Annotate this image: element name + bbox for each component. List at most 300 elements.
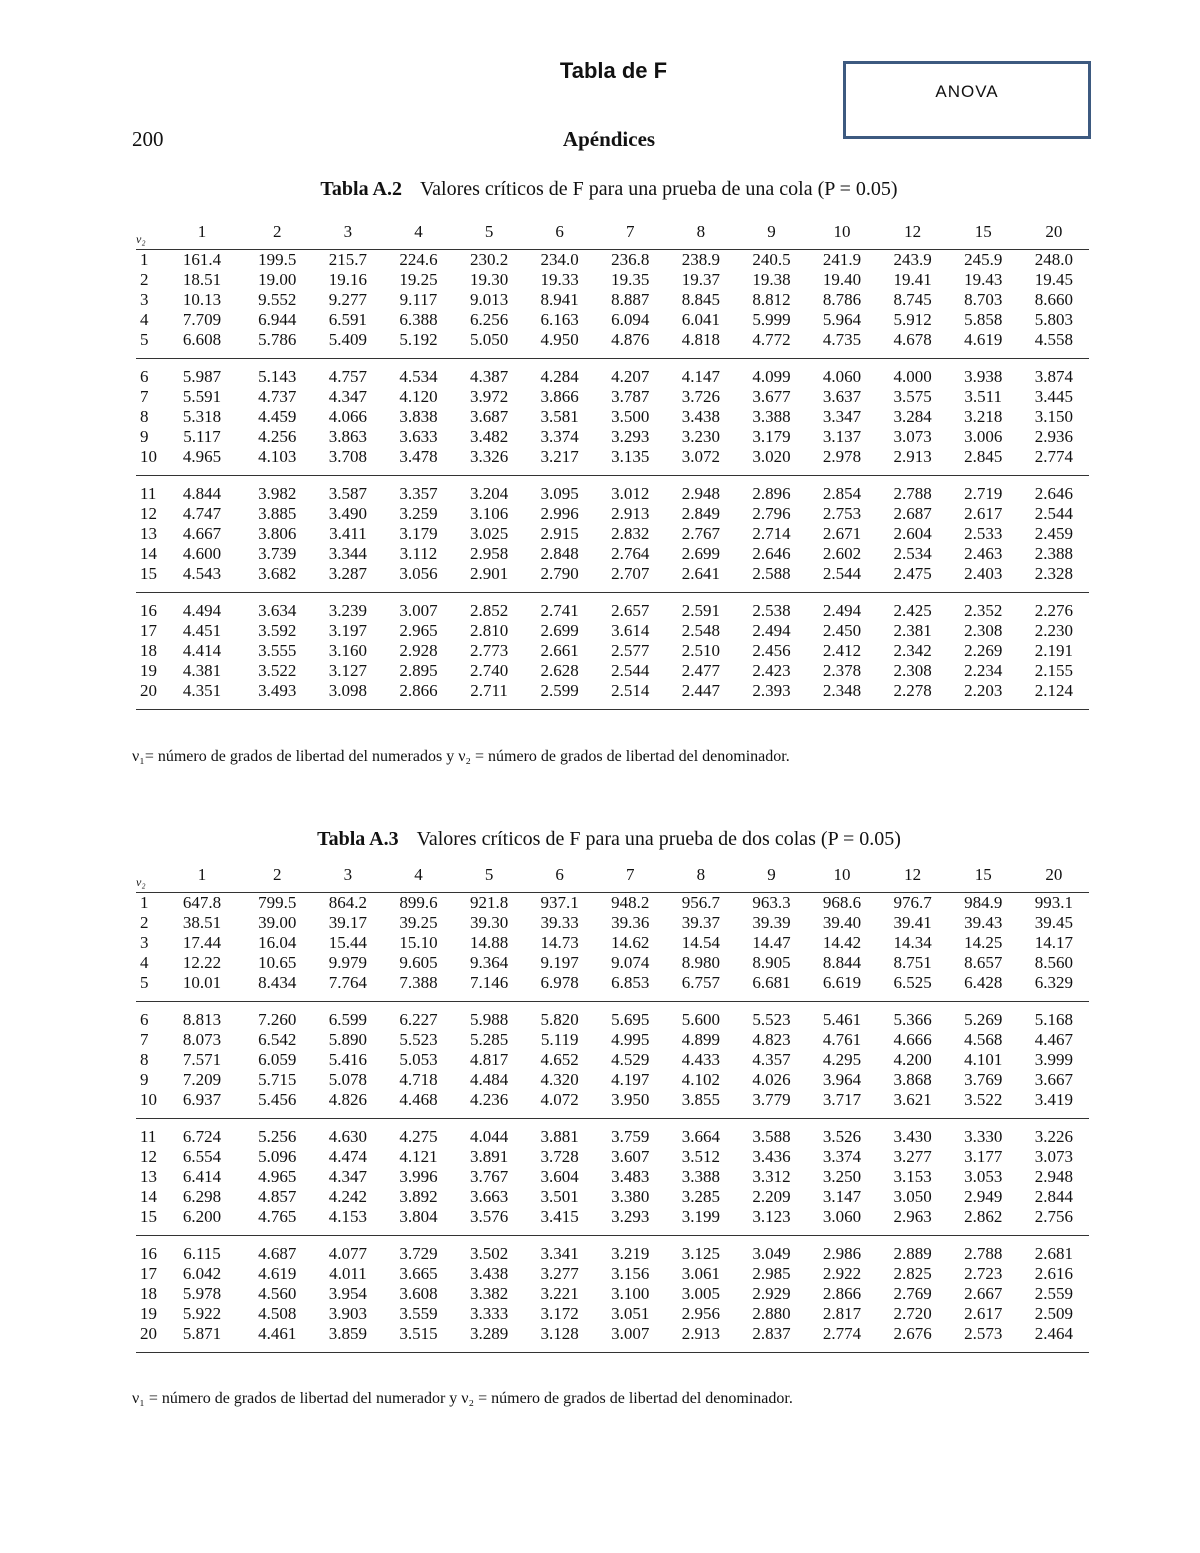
row-df-label: 11	[136, 476, 162, 505]
f-value-cell: 4.687	[242, 1236, 313, 1265]
f-value-cell: 3.438	[681, 407, 720, 426]
f-value-cell: 248.0	[1034, 250, 1073, 269]
f-value-cell: 4.121	[399, 1147, 438, 1166]
f-value-cell: 39.45	[1034, 913, 1073, 932]
row-df-label: 16	[136, 1236, 162, 1265]
f-value-cell: 4.060	[807, 359, 878, 388]
f-value-cell: 3.490	[328, 504, 368, 523]
f-value-cell: 3.374	[540, 427, 579, 446]
f-value-cell: 39.40	[822, 913, 862, 932]
f-value-cell: 3.053	[964, 1167, 1003, 1186]
f-value-cell: 984.9	[964, 893, 1003, 912]
f-value-cell: 2.769	[893, 1284, 932, 1303]
row-df-label: 12	[140, 504, 157, 523]
f-value-cell: 3.049	[736, 1236, 807, 1265]
row-df-label: 2	[140, 913, 149, 932]
table-row	[136, 1030, 1089, 1050]
f-value-cell: 3.012	[595, 476, 666, 505]
f-value-cell: 8.786	[822, 290, 862, 309]
f-value-cell: 2.464	[1019, 1324, 1090, 1353]
f-value-cell: 6.059	[258, 1050, 297, 1069]
f-value-cell: 2.788	[877, 476, 948, 505]
f-value-cell: 17.44	[182, 933, 222, 952]
f-value-cell: 3.592	[258, 621, 297, 640]
f-value-cell: 2.538	[736, 593, 807, 622]
f-value-cell: 3.347	[822, 407, 862, 426]
f-value-cell: 2.577	[611, 641, 650, 660]
f-value-cell: 2.657	[595, 593, 666, 622]
f-value-cell: 2.155	[1034, 661, 1073, 680]
f-value-cell: 2.278	[877, 681, 948, 710]
f-value-cell: 3.892	[399, 1187, 438, 1206]
f-value-cell: 18.51	[182, 270, 222, 289]
f-value-cell: 9.979	[328, 953, 368, 972]
f-value-cell: 2.617	[964, 504, 1003, 523]
f-value-cell: 2.866	[822, 1284, 862, 1303]
f-value-cell: 6.388	[399, 310, 438, 329]
f-value-cell: 2.720	[893, 1304, 932, 1323]
row-df-label: 4	[140, 953, 149, 972]
page-number: 200	[132, 127, 164, 151]
f-value-cell: 3.634	[242, 593, 313, 622]
f-value-cell: 5.256	[242, 1119, 313, 1148]
f-value-cell: 3.859	[313, 1324, 384, 1353]
f-value-cell: 6.724	[162, 1119, 242, 1148]
f-value-cell: 4.414	[182, 641, 222, 660]
f-value-cell: 2.447	[666, 681, 737, 710]
column-header: 20	[1045, 865, 1063, 884]
f-value-cell: 2.753	[822, 504, 862, 523]
f-value-cell: 240.5	[752, 250, 791, 269]
f-value-cell: 2.978	[822, 447, 862, 466]
f-value-cell: 2.276	[1019, 593, 1090, 622]
f-value-cell: 3.051	[611, 1304, 650, 1323]
f-value-cell: 4.044	[454, 1119, 525, 1148]
table-row	[136, 427, 1089, 447]
column-header: 12	[904, 222, 922, 241]
row-df-label: 20	[136, 1324, 162, 1353]
f-value-cell: 2.230	[1034, 621, 1073, 640]
column-header: 6	[555, 865, 564, 884]
f-value-cell: 2.707	[611, 564, 650, 583]
f-value-cell: 19.37	[681, 270, 720, 289]
f-value-cell: 2.837	[736, 1324, 807, 1353]
f-value-cell: 2.852	[454, 593, 525, 622]
f-value-cell: 2.533	[964, 524, 1003, 543]
f-value-cell: 215.7	[328, 250, 368, 269]
f-value-cell: 19.38	[752, 270, 791, 289]
f-value-cell: 3.787	[611, 387, 650, 406]
f-value-cell: 4.381	[182, 661, 222, 680]
f-value-cell: 2.602	[822, 544, 862, 563]
f-value-cell: 9.074	[611, 953, 650, 972]
table-a2-caption	[0, 178, 1200, 201]
f-value-cell: 4.347	[328, 1167, 368, 1186]
table-row	[136, 893, 1089, 914]
f-value-cell: 19.41	[893, 270, 932, 289]
f-value-cell: 4.950	[540, 330, 579, 349]
f-value-cell: 9.117	[399, 290, 438, 309]
f-value-cell: 3.728	[540, 1147, 579, 1166]
row-df-label: 20	[136, 681, 162, 710]
table-row	[136, 913, 1089, 933]
f-value-cell: 2.616	[1034, 1264, 1073, 1283]
f-value-cell: 3.411	[329, 524, 367, 543]
f-value-cell: 3.284	[893, 407, 932, 426]
table-row	[136, 476, 1089, 505]
f-value-cell: 6.227	[383, 1002, 454, 1031]
f-value-cell: 2.764	[611, 544, 650, 563]
table-row	[136, 524, 1089, 544]
table-row	[136, 661, 1089, 681]
row-df-label: 9	[140, 1070, 149, 1089]
f-value-cell: 39.41	[893, 913, 932, 932]
column-header: 15	[974, 222, 992, 241]
f-value-cell: 2.756	[1034, 1207, 1073, 1226]
row-df-label: 11	[136, 1119, 162, 1148]
column-header: 10	[833, 222, 851, 241]
f-value-cell: 5.999	[752, 310, 791, 329]
f-value-cell: 3.708	[328, 447, 368, 466]
row-df-label: 12	[140, 1147, 157, 1166]
f-value-cell: 3.436	[752, 1147, 791, 1166]
f-value-cell: 4.351	[162, 681, 242, 710]
f-value-cell: 4.619	[258, 1264, 297, 1283]
f-value-cell: 963.3	[752, 893, 791, 912]
f-value-cell: 2.641	[681, 564, 720, 583]
f-value-cell: 15.44	[328, 933, 368, 952]
f-value-cell: 3.759	[595, 1119, 666, 1148]
f-value-cell: 3.637	[822, 387, 862, 406]
f-value-cell: 4.461	[242, 1324, 313, 1353]
f-value-cell: 14.54	[681, 933, 720, 952]
f-value-cell: 3.885	[258, 504, 297, 523]
f-value-cell: 3.493	[242, 681, 313, 710]
f-value-cell: 5.119	[540, 1030, 579, 1049]
row-df-label: 4	[140, 310, 149, 329]
f-value-cell: 4.543	[182, 564, 222, 583]
f-value-cell: 3.575	[893, 387, 932, 406]
f-value-cell: 4.818	[681, 330, 720, 349]
f-value-cell: 5.987	[162, 359, 242, 388]
f-value-cell: 39.25	[399, 913, 438, 932]
table-a2-note: ν₁= número de grados de libertad del numerados y ν₂ = número de grados de libertad del denominador.	[132, 748, 790, 765]
f-value-cell: 2.494	[807, 593, 878, 622]
column-header: 2	[273, 865, 282, 884]
f-value-cell: 2.676	[877, 1324, 948, 1353]
f-value-cell: 6.329	[1034, 973, 1073, 992]
f-value-cell: 8.812	[752, 290, 791, 309]
f-value-cell: 2.209	[752, 1187, 791, 1206]
f-value-cell: 3.388	[681, 1167, 720, 1186]
f-value-cell: 3.277	[540, 1264, 579, 1283]
f-value-cell: 2.661	[540, 641, 579, 660]
f-value-cell: 2.425	[877, 593, 948, 622]
f-value-cell: 4.965	[258, 1167, 297, 1186]
f-value-cell: 3.608	[399, 1284, 438, 1303]
column-header: 3	[343, 865, 353, 884]
f-value-cell: 3.005	[681, 1284, 720, 1303]
f-value-cell: 2.412	[822, 641, 862, 660]
f-value-cell: 6.414	[182, 1167, 222, 1186]
f-value-cell: 2.509	[1034, 1304, 1073, 1323]
f-value-cell: 4.735	[822, 330, 862, 349]
f-value-cell: 3.482	[469, 427, 509, 446]
f-value-cell: 8.751	[893, 953, 932, 972]
f-value-cell: 4.568	[964, 1030, 1003, 1049]
table-row	[136, 1207, 1089, 1236]
f-value-cell: 5.786	[258, 330, 297, 349]
f-value-cell: 4.101	[964, 1050, 1003, 1069]
f-value-cell: 4.387	[454, 359, 525, 388]
f-value-cell: 2.699	[540, 621, 579, 640]
f-value-cell: 199.5	[258, 250, 297, 269]
f-value-cell: 39.00	[258, 913, 297, 932]
f-value-cell: 3.663	[469, 1187, 509, 1206]
f-value-cell: 3.289	[454, 1324, 525, 1353]
f-value-cell: 3.239	[313, 593, 384, 622]
row-df-label: 5	[140, 330, 149, 349]
f-value-cell: 5.523	[736, 1002, 807, 1031]
f-value-cell: 2.514	[595, 681, 666, 710]
f-value-cell: 3.073	[893, 427, 932, 446]
f-value-cell: 3.123	[752, 1207, 791, 1226]
column-header: 5	[484, 865, 494, 884]
f-value-cell: 3.874	[1019, 359, 1090, 388]
f-value-cell: 3.767	[469, 1167, 509, 1186]
f-value-cell: 5.456	[258, 1090, 297, 1109]
table-a3-label: Tabla A.3	[317, 828, 399, 850]
row-df-label: 1	[140, 250, 149, 269]
f-value-cell: 6.428	[964, 973, 1003, 992]
f-value-cell: 3.779	[752, 1090, 791, 1109]
f-value-cell: 2.854	[807, 476, 878, 505]
f-value-cell: 234.0	[540, 250, 579, 269]
f-value-cell: 19.40	[822, 270, 862, 289]
f-value-cell: 2.844	[1034, 1187, 1073, 1206]
f-value-cell: 3.607	[611, 1147, 650, 1166]
f-value-cell: 2.896	[736, 476, 807, 505]
f-value-cell: 3.581	[540, 407, 579, 426]
f-value-cell: 5.922	[182, 1304, 222, 1323]
f-value-cell: 236.8	[611, 250, 650, 269]
f-value-cell: 8.073	[182, 1030, 222, 1049]
f-value-cell: 2.948	[1034, 1167, 1073, 1186]
f-value-cell: 2.985	[752, 1264, 791, 1283]
f-value-cell: 4.467	[1034, 1030, 1073, 1049]
f-value-cell: 2.534	[893, 544, 932, 563]
f-value-cell: 5.820	[524, 1002, 595, 1031]
f-value-cell: 14.42	[822, 933, 862, 952]
table-row	[136, 681, 1089, 710]
f-value-cell: 4.757	[313, 359, 384, 388]
f-value-cell: 3.938	[948, 359, 1019, 388]
f-value-cell: 3.125	[666, 1236, 737, 1265]
f-value-cell: 6.978	[540, 973, 579, 992]
column-header: 4	[414, 865, 423, 884]
f-value-cell: 3.677	[752, 387, 791, 406]
f-value-cell: 7.571	[182, 1050, 222, 1069]
f-value-cell: 14.62	[611, 933, 650, 952]
column-header: 1	[197, 865, 207, 884]
f-value-cell: 4.120	[399, 387, 438, 406]
f-value-cell: 2.328	[1034, 564, 1073, 583]
f-value-cell: 5.523	[399, 1030, 438, 1049]
f-value-cell: 14.88	[469, 933, 509, 952]
f-value-cell: 2.423	[752, 661, 791, 680]
f-value-cell: 4.529	[611, 1050, 650, 1069]
f-value-cell: 5.912	[893, 310, 932, 329]
f-value-cell: 2.922	[822, 1264, 862, 1283]
f-value-cell: 2.203	[948, 681, 1019, 710]
table-row	[136, 359, 1089, 388]
table-row	[136, 544, 1089, 564]
f-value-cell: 2.588	[752, 564, 791, 583]
f-value-cell: 2.889	[877, 1236, 948, 1265]
f-value-cell: 7.209	[182, 1070, 222, 1089]
f-value-cell: 2.646	[1019, 476, 1090, 505]
f-value-cell: 6.200	[182, 1207, 222, 1226]
f-value-cell: 2.450	[822, 621, 862, 640]
f-value-cell: 2.866	[383, 681, 454, 710]
f-value-cell: 3.382	[469, 1284, 509, 1303]
column-header: 7	[626, 865, 635, 884]
f-value-cell: 4.876	[611, 330, 650, 349]
f-value-cell: 4.484	[469, 1070, 509, 1089]
f-value-cell: 14.17	[1034, 933, 1073, 952]
table-row	[136, 1236, 1089, 1265]
f-value-cell: 5.409	[328, 330, 368, 349]
f-value-cell: 3.438	[469, 1264, 509, 1283]
row-axis-label: ν₂	[136, 875, 146, 889]
table-row	[136, 1090, 1089, 1119]
f-value-cell: 3.950	[611, 1090, 650, 1109]
row-df-label: 9	[140, 427, 149, 446]
f-value-cell: 4.823	[752, 1030, 791, 1049]
f-value-cell: 3.374	[822, 1147, 862, 1166]
f-value-cell: 864.2	[328, 893, 368, 912]
table-row	[136, 1070, 1089, 1090]
f-value-cell: 2.348	[807, 681, 878, 710]
f-value-cell: 3.500	[611, 407, 650, 426]
f-value-cell: 3.587	[313, 476, 384, 505]
f-value-cell: 3.739	[258, 544, 297, 563]
f-value-cell: 3.388	[752, 407, 791, 426]
f-value-cell: 3.726	[681, 387, 720, 406]
f-value-cell: 3.056	[399, 564, 438, 583]
f-value-cell: 3.866	[540, 387, 579, 406]
table-a3-note: ν₁ = número de grados de libertad del numerador y ν₂ = número de grados de libertad del denominador.	[132, 1390, 793, 1407]
f-value-cell: 2.790	[540, 564, 579, 583]
f-value-cell: 4.826	[328, 1090, 368, 1109]
f-value-cell: 3.855	[681, 1090, 720, 1109]
f-value-cell: 9.605	[399, 953, 438, 972]
f-value-cell: 4.474	[328, 1147, 368, 1166]
column-header: 9	[767, 865, 776, 884]
f-value-cell: 39.30	[469, 913, 509, 932]
f-value-cell: 3.863	[328, 427, 368, 446]
f-value-cell: 3.025	[469, 524, 509, 543]
f-value-cell: 8.941	[540, 290, 579, 309]
f-value-cell: 4.765	[258, 1207, 297, 1226]
f-value-cell: 2.773	[469, 641, 509, 660]
f-value-cell: 7.388	[399, 973, 438, 992]
f-value-cell: 2.913	[893, 447, 932, 466]
f-value-cell: 3.526	[807, 1119, 878, 1148]
f-value-cell: 3.219	[595, 1236, 666, 1265]
f-value-cell: 7.764	[328, 973, 368, 992]
f-value-cell: 3.419	[1034, 1090, 1073, 1109]
header-row	[136, 858, 1089, 893]
f-value-cell: 4.857	[258, 1187, 297, 1206]
f-value-cell: 2.963	[893, 1207, 932, 1226]
f-value-cell: 4.600	[182, 544, 222, 563]
f-value-cell: 3.135	[611, 447, 650, 466]
row-df-label: 8	[140, 1050, 149, 1069]
table-a2-label: Tabla A.2	[320, 178, 402, 200]
f-value-cell: 3.007	[383, 593, 454, 622]
f-value-cell: 2.617	[964, 1304, 1003, 1323]
table-row	[136, 1002, 1089, 1031]
f-value-cell: 3.804	[399, 1207, 438, 1226]
f-value-cell: 3.218	[964, 407, 1003, 426]
table-a3-caption	[0, 828, 1200, 851]
f-value-cell: 2.928	[399, 641, 438, 660]
column-header: 4	[414, 222, 423, 241]
f-value-cell: 3.588	[736, 1119, 807, 1148]
f-value-cell: 4.147	[666, 359, 737, 388]
f-value-cell: 2.774	[807, 1324, 878, 1353]
f-value-cell: 2.308	[964, 621, 1003, 640]
column-header: 12	[904, 865, 922, 884]
f-value-cell: 2.308	[893, 661, 932, 680]
f-value-cell: 3.179	[399, 524, 438, 543]
f-value-cell: 3.007	[595, 1324, 666, 1353]
f-value-cell: 4.284	[524, 359, 595, 388]
table-row	[136, 447, 1089, 476]
f-value-cell: 39.39	[752, 913, 791, 932]
f-value-cell: 4.102	[681, 1070, 720, 1089]
table-row	[136, 504, 1089, 524]
f-value-cell: 4.026	[752, 1070, 791, 1089]
column-header: 6	[555, 222, 564, 241]
f-value-cell: 3.226	[1019, 1119, 1090, 1148]
f-value-cell: 3.230	[681, 427, 720, 446]
f-value-cell: 2.671	[822, 524, 862, 543]
f-value-cell: 2.388	[1034, 544, 1073, 563]
f-value-cell: 4.099	[736, 359, 807, 388]
f-value-cell: 15.10	[399, 933, 438, 952]
f-value-cell: 3.511	[964, 387, 1003, 406]
f-value-cell: 2.477	[681, 661, 720, 680]
f-value-cell: 241.9	[822, 250, 862, 269]
f-value-cell: 7.709	[182, 310, 222, 329]
f-value-cell: 12.22	[182, 953, 222, 972]
f-value-cell: 3.903	[328, 1304, 368, 1323]
row-df-label: 19	[140, 1304, 157, 1323]
f-value-cell: 3.982	[242, 476, 313, 505]
f-value-cell: 2.788	[948, 1236, 1019, 1265]
row-df-label: 7	[140, 387, 149, 406]
f-value-cell: 8.745	[893, 290, 932, 309]
f-value-cell: 2.774	[1034, 447, 1073, 466]
f-value-cell: 4.347	[328, 387, 368, 406]
f-value-cell: 3.100	[611, 1284, 650, 1303]
f-value-cell: 2.342	[893, 641, 932, 660]
f-value-cell: 3.559	[399, 1304, 438, 1323]
column-header: 8	[696, 222, 706, 241]
f-value-cell: 6.115	[162, 1236, 242, 1265]
